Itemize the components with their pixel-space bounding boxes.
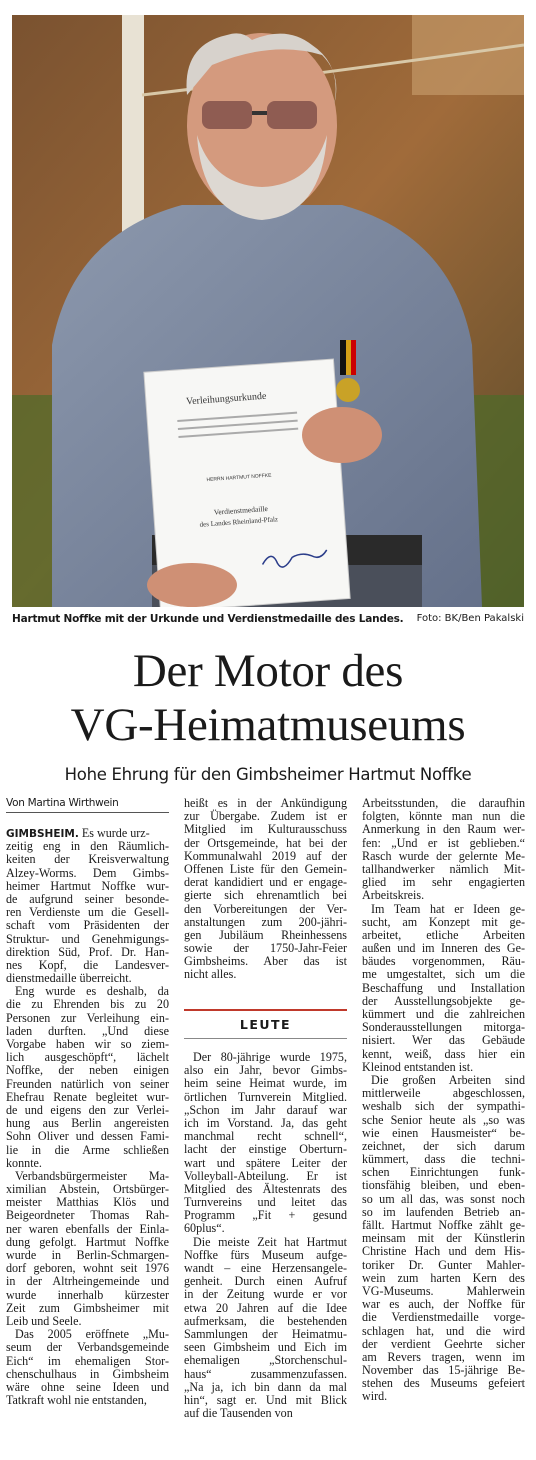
- text-line: konnte.: [6, 1155, 42, 1170]
- text-line: der Ausstellungsobjekte ge-: [362, 993, 525, 1008]
- text-line: sche Senior heute als „so was: [362, 1112, 525, 1127]
- text-line: derat kandidiert und er engage-: [184, 875, 347, 890]
- text-line: wart und spätere Leiter der: [184, 1155, 347, 1170]
- column-3: [362, 797, 525, 1404]
- text-line: Personen zur Verleihung ein-: [6, 1010, 169, 1025]
- text-line: hung aus Berlin angereisten: [6, 1116, 169, 1131]
- text-line: sucht, am Konzept mit ge-: [362, 914, 525, 929]
- text-line: wein zum harten Kern des: [362, 1270, 525, 1285]
- text-line: Arbeitsstunden, die daraufhin: [362, 796, 525, 810]
- column-2-top: [184, 797, 347, 982]
- dateline: GIMBSHEIM.: [6, 828, 79, 840]
- text-line: dorf geboren, wohnt seit 1976: [6, 1261, 169, 1276]
- text-line: Beschaffung und Installation: [362, 980, 525, 995]
- headline-line-1: Der Motor des: [132, 645, 404, 697]
- text-line: meinsam mit der Künstlerin: [362, 1231, 525, 1246]
- photo-illustration: [12, 15, 524, 607]
- text-line: kümmert und die zahlreichen: [362, 1007, 525, 1021]
- text-line: in der Altrheingemeinde und: [6, 1274, 169, 1289]
- text-line: meister Matthias Klös und: [6, 1195, 169, 1210]
- text-line: chenschulhaus in Gimbsheim: [6, 1366, 169, 1381]
- text-line: Der 80-jährige wurde 1975,: [193, 1050, 347, 1064]
- column-2-bottom: [184, 1051, 347, 1420]
- text-line: Ehefrau Renate begleitet wur-: [6, 1089, 169, 1104]
- text-line: Rasch wurde der gelernte Me-: [362, 848, 525, 863]
- text-line: dienstmedaille überreicht.: [6, 971, 132, 986]
- text-line: me umgestaltet, sich um die: [362, 967, 525, 982]
- certificate-title: Verleihungsurkunde: [185, 390, 267, 408]
- text-line: Eng wurde es deshalb, da: [15, 984, 169, 999]
- text-line: Mitglied des Ältestenrats des: [184, 1181, 347, 1196]
- text-line: heim seine Heimat wurde, im: [184, 1076, 347, 1091]
- text-line: VG-Museums. Mahlerwein: [362, 1283, 525, 1298]
- text-line: kümmert, dass die techni-: [362, 1152, 525, 1167]
- text-line: lich ausgeschöpft“, lächelt: [6, 1050, 169, 1065]
- text-line: ximilian Abstein, Ortsbürger-: [6, 1182, 169, 1197]
- text-line: Christine Hach und dem His-: [362, 1244, 525, 1259]
- text-line: den Vorbereitungen der Ver-: [184, 901, 347, 916]
- text-line: Eich“ im ehemaligen Stor-: [6, 1353, 169, 1368]
- text-line: laden durften. „Und diese: [6, 1023, 169, 1038]
- photo-credit: Foto: BK/Ben Pakalski: [416, 613, 524, 624]
- text-line: de aufgrund seiner besonde-: [6, 891, 169, 906]
- text-line: Beigeordneter Thomas Rah-: [6, 1208, 169, 1223]
- text-line: toriker Dr. Gunter Mahler-: [362, 1257, 525, 1272]
- text-line: Programm „Fit + gesund: [184, 1208, 347, 1223]
- text-line: Zeit zum Gimbsheimer mit: [6, 1300, 169, 1315]
- text-line: zeichnet, der sich darum: [362, 1138, 525, 1153]
- text-line: Sonderausstellungen mitorga-: [362, 1020, 525, 1035]
- text-line: anstaltungen zum 200-jähri-: [184, 914, 347, 929]
- text-line: auf die Tausenden von: [184, 1406, 293, 1421]
- text-line: „Schon im Jahr darauf war: [184, 1102, 347, 1117]
- headline: [0, 644, 536, 752]
- text-line: der verdient Geehrte sicher: [362, 1336, 525, 1351]
- text-line: wandt – eine Herzensangele-: [184, 1261, 347, 1275]
- section-label-leute: LEUTE: [184, 1009, 347, 1039]
- text-line: wie einen Hausmeister“ be-: [362, 1125, 525, 1140]
- text-line: fen: „Und er ist geblieben.“: [362, 835, 525, 850]
- text-line: stehen des Museums gefeiert: [362, 1376, 525, 1391]
- text-line: direktion Süd, Prof. Dr. Han-: [6, 944, 169, 959]
- headline-line-2: VG-Heimatmuseums: [70, 699, 466, 751]
- text-line: mittlerweile abgeschlossen,: [362, 1086, 525, 1101]
- text-line: also ein Jahr, bevor Gimbs-: [184, 1063, 347, 1078]
- text-line: schaft vom Präsidenten der: [6, 918, 169, 933]
- certificate-award-2: des Landes Rheinland-Pfalz: [199, 515, 279, 529]
- text-line: kennt, weiß, dass hier ein: [362, 1046, 525, 1061]
- text-line: Sohn Oliver und dessen Fami-: [6, 1129, 169, 1144]
- column-1: [6, 827, 169, 1407]
- text-line: örtlichen Turnverein Mitglied.: [184, 1089, 347, 1104]
- text-line: Die meiste Zeit hat Hartmut: [193, 1234, 347, 1249]
- text-line: Verbandsbürgermeister Ma-: [15, 1168, 169, 1183]
- text-line: fällt. Hartmut Noffke zählt ge-: [362, 1218, 525, 1232]
- text-line: außen und im Inneren des Ge-: [362, 941, 525, 956]
- text-line: Sammlungen der Heimatmu-: [184, 1326, 347, 1341]
- text-line: nicht alles.: [184, 967, 237, 982]
- certificate-name: HERRN HARTMUT NOFFKE: [206, 472, 272, 484]
- text-line: Struktur- und Genehmigungs-: [6, 931, 169, 946]
- text-line: am Revers tragen, wenn im: [362, 1349, 525, 1364]
- article-photo: [12, 15, 524, 607]
- text-fragment: Es wurde urz-: [78, 826, 150, 840]
- text-line: Turnvereins und leitet das: [184, 1195, 347, 1210]
- text-line: in der Zeitung wurde er vor: [184, 1287, 347, 1302]
- text-line: wurde innerhalb kürzester: [6, 1287, 169, 1302]
- text-line: Die großen Arbeiten sind: [371, 1072, 525, 1087]
- text-line: Vorgabe haben wir so ziem-: [6, 1037, 169, 1051]
- text-line: war es auch, der Noffke für: [362, 1297, 525, 1312]
- text-line: lacht der einstige Oberturn-: [184, 1142, 347, 1157]
- text-line: Im Team hat er Ideen ge-: [371, 901, 525, 916]
- text-line: nisiert. Wer das Gebäude: [362, 1033, 525, 1048]
- text-line: Volleyball-Abteilung. Er ist: [184, 1168, 347, 1183]
- text-line: dung gefolgt. Hartmut Noffke: [6, 1234, 169, 1249]
- text-line: Freunden natürlich von seiner: [6, 1076, 169, 1091]
- text-line: weshalb sich der sympathi-: [362, 1099, 525, 1114]
- text-line: nes Kopf, die Landesver-: [6, 957, 169, 972]
- text-line: ner waren ebenfalls der Einla-: [6, 1221, 169, 1236]
- text-line: ich im Vorstand. Ja, das geht: [184, 1115, 347, 1130]
- photo-caption: [12, 613, 524, 629]
- text-line: „Na ja, ich bin dann da mal: [184, 1379, 347, 1394]
- text-line: glied im sehr engagierten: [362, 875, 525, 890]
- certificate-award-1: Verdienstmedaille: [213, 503, 269, 517]
- text-line: Offenen Liste für den Gemein-: [184, 861, 347, 876]
- text-line: lie in die Arme schließen: [6, 1142, 169, 1157]
- text-line: Anmerkung in den Raum wer-: [362, 822, 525, 837]
- text-line: zur Übergabe. Zudem ist er: [184, 809, 347, 824]
- text-line: etwa 20 Jahren auf die Idee: [184, 1300, 347, 1315]
- text-line: wurde in Berlin-Schmargen-: [6, 1248, 169, 1262]
- text-line: tallhandwerker nämlich Mit-: [362, 861, 525, 876]
- text-line: gen Jubiläum Rheinhessens: [184, 927, 347, 942]
- text-line: heimer Hartmut Noffke wur-: [6, 878, 169, 893]
- text-line: Arbeitskreis.: [362, 888, 425, 903]
- text-line: die Verdienstmedaille vorge-: [362, 1310, 525, 1325]
- text-line: Das 2005 eröffnete „Mu-: [15, 1327, 169, 1342]
- text-line: Noffke, der neben einigen: [6, 1063, 169, 1078]
- text-line: folgten, könnte man nun die: [362, 809, 525, 824]
- text-line: wäre ohne seine Ideen und: [6, 1379, 169, 1394]
- text-line: der Ortsgemeinde, hat bei der: [184, 835, 347, 850]
- text-line: Tatkraft wohl nie entstanden,: [6, 1393, 147, 1408]
- text-line: aufmerksam, die bestehenden: [184, 1313, 347, 1328]
- caption-text: Hartmut Noffke mit der Urkunde und Verdienstmedaille des Landes.: [12, 613, 404, 625]
- text-line: so um all das, was sonst noch: [362, 1191, 525, 1206]
- text-line: Leib und Seele.: [6, 1313, 82, 1328]
- text-line: hin“, sagt er. Und mit Blick: [184, 1392, 347, 1407]
- text-line: bäudes vorgenommen, Räu-: [362, 954, 525, 969]
- text-line: die zu Ehrenden bis zu 20: [6, 997, 169, 1012]
- text-line: Mitglied im Kulturausschuss: [184, 822, 347, 837]
- text-line: heißt es in der Ankündigung: [184, 796, 347, 810]
- text-line: arbeitet, etliche Arbeiten: [362, 927, 525, 942]
- text-line: Alzey-Worms. Dem Gimbs-: [6, 865, 169, 880]
- text-line: Kleinod entstanden ist.: [362, 1059, 474, 1074]
- text-line: schen Einrichtungen funk-: [362, 1165, 525, 1180]
- text-line: Gimbsheims. Aber das ist: [184, 954, 347, 969]
- text-line: 60plus“.: [184, 1221, 225, 1236]
- text-line: seen Gimbsheim und Eich im: [184, 1340, 347, 1355]
- text-line: ren Verdienste um die Gesell-: [6, 905, 169, 920]
- text-line: tionsfähig bleiben, und eben-: [362, 1178, 525, 1193]
- text-line: zeitig eng in den Räumlich-: [6, 839, 169, 854]
- text-line: Kommunalwahl 2019 auf der: [184, 848, 347, 863]
- text-line: wird.: [362, 1389, 388, 1404]
- text-line: gierte sich ehrenamtlich bei: [184, 888, 347, 903]
- text-line: November das 15-jährige Be-: [362, 1363, 525, 1378]
- text-line: Noffke fürs Museum aufge-: [184, 1247, 347, 1262]
- text-line: ehemaligen „Storchenschul-: [184, 1353, 347, 1368]
- text-line: seum der Verbandsgemeinde: [6, 1340, 169, 1355]
- text-line: so im laufenden Betrieb an-: [362, 1204, 525, 1219]
- text-line: sowie der 1750-Jahr-Feier: [184, 941, 347, 956]
- text-line: keiten der Kreisverwaltung: [6, 852, 169, 867]
- text-line: genheit. Durch einen Aufruf: [184, 1274, 347, 1289]
- text-line: schlagen hat, und die wird: [362, 1323, 525, 1338]
- byline: Von Martina Wirthwein: [6, 797, 169, 813]
- text-line: manchmal recht schnell“,: [184, 1129, 347, 1144]
- subheadline: Hohe Ehrung für den Gimbsheimer Hartmut Noffke: [64, 765, 472, 784]
- text-line: haus“ zusammenzufassen.: [184, 1366, 347, 1381]
- text-line: de und eigens den zur Verlei-: [6, 1102, 169, 1117]
